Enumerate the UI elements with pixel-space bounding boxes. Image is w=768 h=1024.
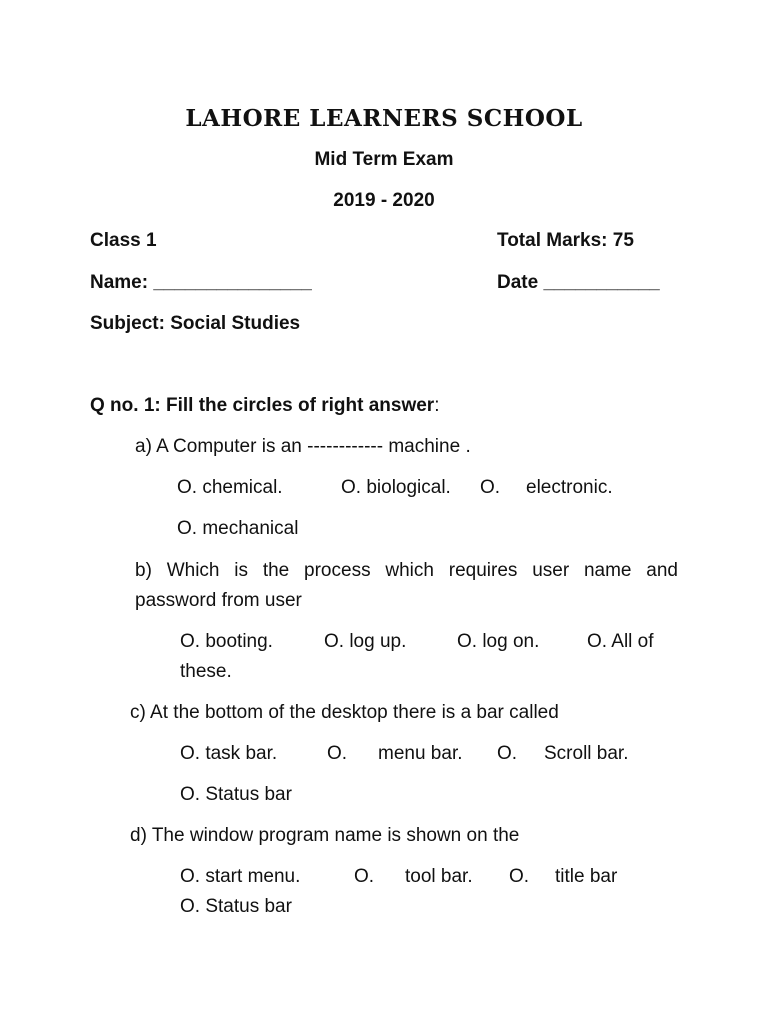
option-c-task-bar: O. task bar. bbox=[180, 743, 278, 764]
option-b-log-up: O. log up. bbox=[324, 631, 407, 652]
option-c-scroll-bar-marker: O. bbox=[497, 743, 518, 764]
option-d-status-bar: O. Status bar bbox=[180, 896, 292, 917]
option-a-chemical: O. chemical. bbox=[177, 477, 283, 498]
school-name: LAHORE LEARNERS SCHOOL bbox=[185, 105, 583, 132]
total-marks: Total Marks: 75 bbox=[497, 230, 634, 251]
option-a-electronic-marker: O. bbox=[480, 477, 501, 498]
option-a-mechanical: O. mechanical bbox=[177, 518, 299, 539]
option-b-log-on: O. log on. bbox=[457, 631, 540, 652]
option-b-all-of: O. All of bbox=[587, 631, 654, 652]
option-b-booting: O. booting. bbox=[180, 631, 273, 652]
option-c-menu-bar-marker: O. bbox=[327, 743, 348, 764]
question-b-text-line2: password from user bbox=[135, 590, 302, 611]
question-heading bbox=[90, 395, 439, 417]
option-c-menu-bar: menu bar. bbox=[378, 743, 463, 764]
name-field: Name: _______________ bbox=[90, 272, 312, 293]
question-c-text: c) At the bottom of the desktop there is a bar called bbox=[130, 702, 559, 723]
date-field: Date ___________ bbox=[497, 272, 660, 293]
exam-title: Mid Term Exam bbox=[314, 149, 454, 170]
subject-label: Subject: Social Studies bbox=[90, 313, 301, 334]
option-c-scroll-bar: Scroll bar. bbox=[544, 743, 629, 764]
option-d-title-bar: title bar bbox=[555, 866, 618, 887]
option-a-electronic: electronic. bbox=[526, 477, 613, 498]
option-a-biological: O. biological. bbox=[341, 477, 451, 498]
option-d-start-menu: O. start menu. bbox=[180, 866, 301, 887]
question-d-text: d) The window program name is shown on the bbox=[130, 825, 520, 846]
question-a-text: a) A Computer is an ------------ machine . bbox=[135, 436, 471, 457]
option-d-title-bar-marker: O. bbox=[509, 866, 530, 887]
question-heading-colon: : bbox=[434, 395, 440, 416]
exam-session: 2019 - 2020 bbox=[333, 190, 435, 211]
option-b-all-of-these-cont: these. bbox=[180, 661, 232, 682]
option-d-tool-bar-marker: O. bbox=[354, 866, 375, 887]
option-c-status-bar: O. Status bar bbox=[180, 784, 292, 805]
question-b-text-line1: b) Which is the process which requires user name and bbox=[135, 560, 678, 581]
option-d-tool-bar: tool bar. bbox=[405, 866, 473, 887]
question-heading-text: Q no. 1: Fill the circles of right answer bbox=[90, 395, 435, 416]
class-label: Class 1 bbox=[90, 230, 157, 251]
